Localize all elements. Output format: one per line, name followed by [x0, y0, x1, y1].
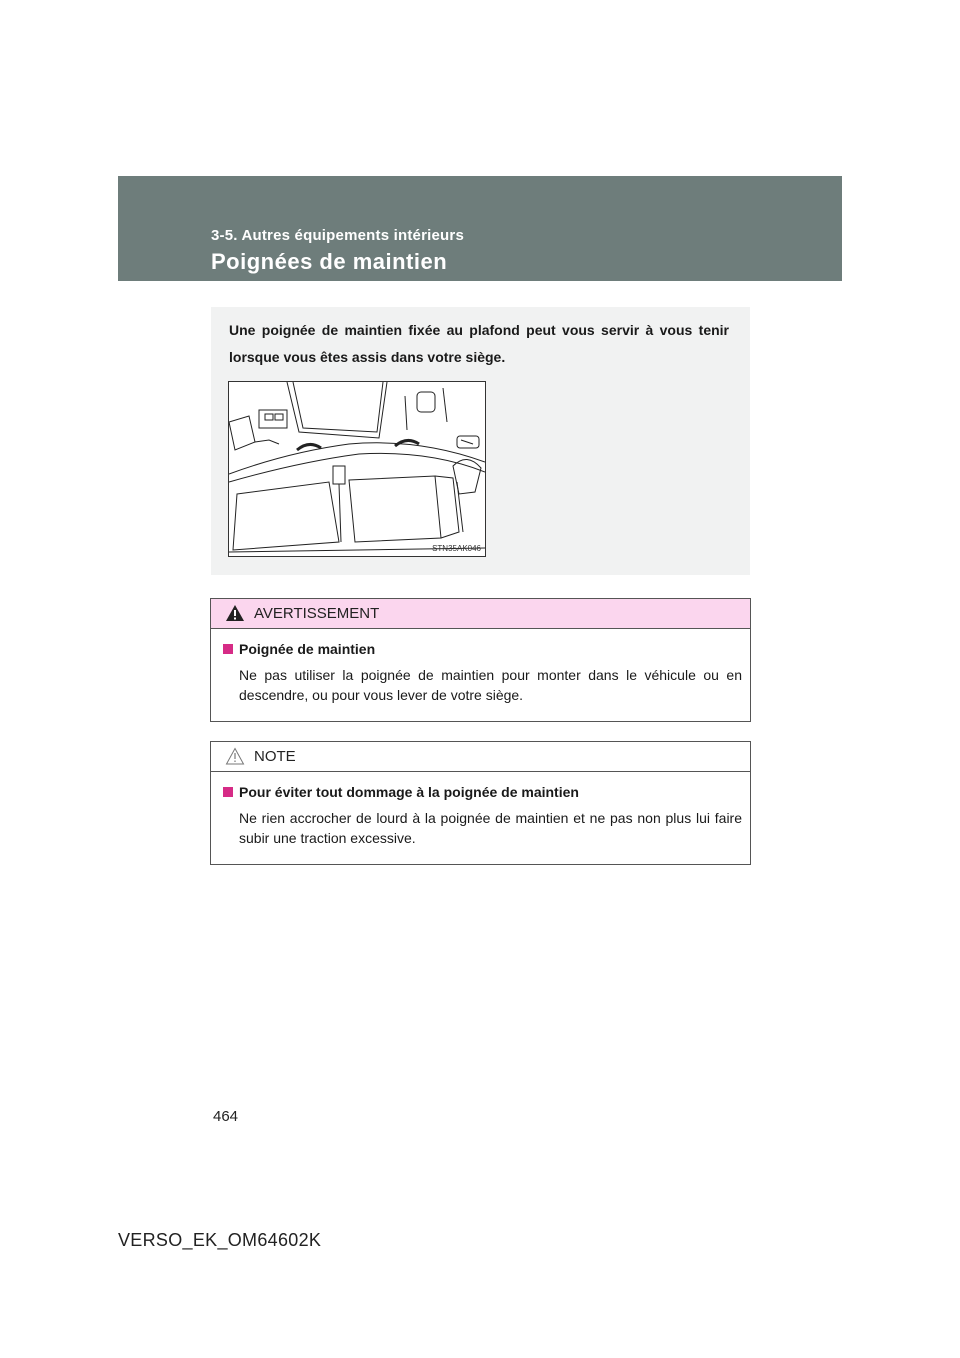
warning-item-title	[223, 641, 375, 657]
figure-code: STN35AK046	[432, 544, 481, 553]
warning-label: AVERTISSEMENT	[254, 605, 380, 622]
note-label: NOTE	[254, 748, 296, 765]
section-header	[118, 176, 842, 281]
grab-handle-illustration	[228, 381, 486, 557]
warning-item-title-text: Poignée de maintien	[239, 641, 376, 657]
page-title: Poignées de maintien	[211, 249, 448, 274]
bullet-square-icon	[223, 644, 233, 654]
car-ceiling-drawing	[229, 382, 485, 556]
document-code: VERSO_EK_OM64602K	[118, 1230, 322, 1250]
warning-box	[210, 598, 751, 722]
page-number: 464	[213, 1108, 239, 1125]
warning-header	[211, 599, 750, 629]
note-item-text: Ne rien accrocher de lourd à la poignée de maintien et ne pas non plus lui faire subir une traction excessive.	[239, 810, 742, 846]
note-triangle-icon	[225, 747, 245, 765]
warning-item-text: Ne pas utiliser la poignée de maintien pour monter dans le véhicule ou en descendre, ou pour vous lever de votre siège.	[239, 667, 742, 703]
note-box	[210, 741, 751, 865]
note-item-title	[223, 784, 579, 800]
bullet-square-icon	[223, 787, 233, 797]
intro-text: Une poignée de maintien fixée au plafond peut vous servir à vous tenir lorsque vous êtes assis dans votre siège.	[229, 322, 729, 365]
section-label: 3-5. Autres équipements intérieurs	[211, 227, 464, 244]
note-header	[211, 742, 750, 772]
note-item-title-text: Pour éviter tout dommage à la poignée de maintien	[239, 784, 579, 800]
warning-triangle-icon	[225, 604, 245, 622]
intro-panel	[211, 307, 750, 575]
